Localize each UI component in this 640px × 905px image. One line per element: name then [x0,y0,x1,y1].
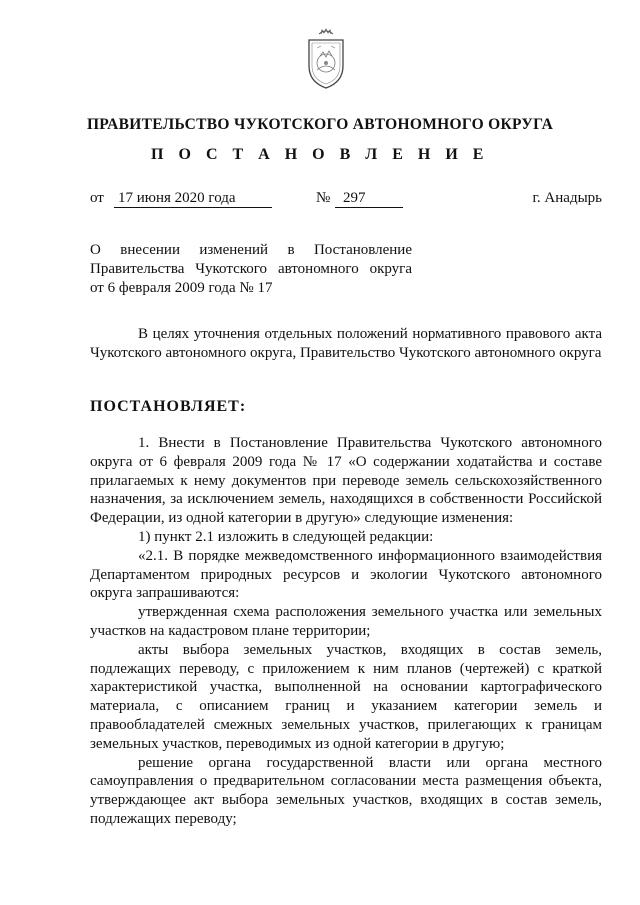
document-subject [90,241,412,298]
paragraph: утвержденная схема расположения земельного участка или земельных участков на кадастровом плане территории; [90,604,602,639]
number-sign: № [316,190,331,206]
paragraph: 1. Внести в Постановление Правительства Чукотского автономного округа от 6 февраля 2009 года № 17 «О содержании ходатайства и составе прилагаемых к нему документов при переводе земель сельскохозяйственного назначения, за исключением земель, находящихся в собственности Российской Федерации, из одной категории в другую» следующие изменения: [90,435,602,527]
paragraph: 1) пункт 2.1 изложить в следующей редакции: [138,528,434,545]
government-title: ПРАВИТЕЛЬСТВО ЧУКОТСКОГО АВТОНОМНОГО ОКРУГА [86,116,554,133]
document-body [90,434,602,829]
preamble-text: В целях уточнения отдельных положений нормативного правового акта Чукотского автономного округа, Правительство Чукотского автономного округа [90,326,602,361]
preamble [90,325,602,363]
paragraph: акты выбора земельных участков, входящих в состав земель, подлежащих переводу, с приложением к ним планов (чертежей) с краткой характеристикой участка, выполненной на основании картографического материала, с описанием границ и указанием категории земель и правообладателей смежных земельных участков, прилегающих к границам земельных участков, переводимых из одной категории в другую; [90,641,602,752]
document-date: 17 июня 2020 года [114,190,272,208]
subject-line: Правительства Чукотского автономного округа [90,261,412,277]
paragraph: решение органа государственной власти или органа местного самоуправления о предварительном согласовании места размещения объекта, утверждающее акт выбора земельных участков, входящих в состав земель, подлежащих переводу; [90,754,602,827]
document-type: П О С Т А Н О В Л Е Н И Е [151,146,489,163]
subject-line: О внесении изменений в Постановление [90,242,412,258]
coat-of-arms-icon [303,26,349,92]
resolve-heading: ПОСТАНОВЛЯЕТ: [90,398,247,415]
paragraph: «2.1. В порядке межведомственного информационного взаимодействия Департаментом природных ресурсов и экологии Чукотского автономного округа запрашиваются: [90,547,602,602]
document-city: г. Анадырь [532,190,602,206]
document-number: 297 [335,190,403,208]
document-meta [90,190,602,212]
date-prefix: от [90,190,104,206]
subject-line: от 6 февраля 2009 года № 17 [90,280,273,296]
